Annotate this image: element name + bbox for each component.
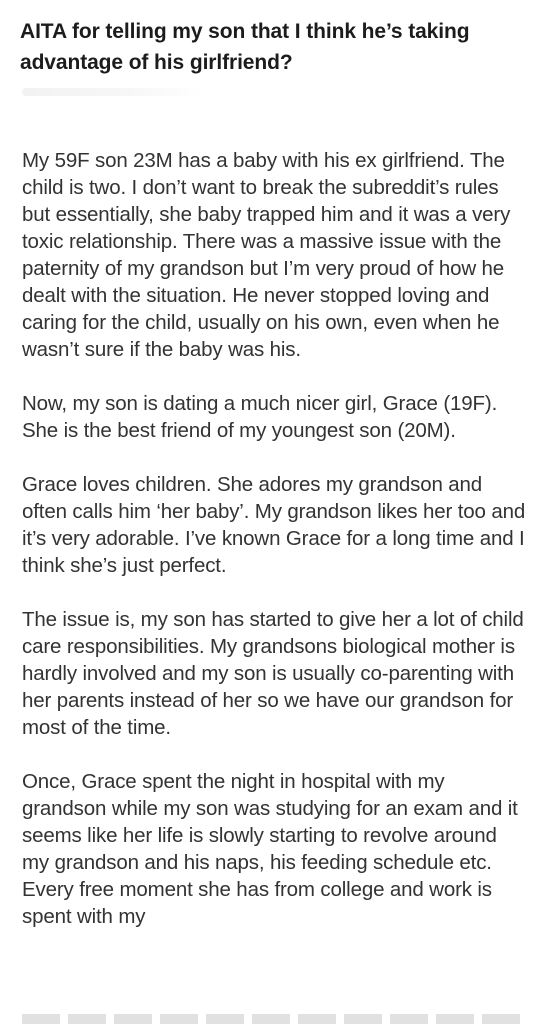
post-body	[22, 147, 526, 957]
post-paragraph-3: Grace loves children. She adores my grandson and often calls him ‘her baby’. My grandson likes her too and it’s very adorable. I’ve known Grace for a long time and I think she’s just perfect.	[22, 473, 526, 577]
blurred-post-metadata	[22, 88, 202, 96]
post-title: AITA for telling my son that I think he’s taking advantage of his girlfriend?	[20, 20, 470, 74]
post-paragraph-4: The issue is, my son has started to give her a lot of child care responsibilities. My grandsons biological mother is hardly involved and my son is usually co-parenting with her parents instead of her so we have our grandson for most of the time.	[22, 608, 524, 739]
post-paragraph-1: My 59F son 23M has a baby with his ex girlfriend. The child is two. I don’t want to break the subreddit’s rules but essentially, she baby trapped him and it was a very toxic relationship. There was a massive issue with the paternity of my grandson but I’m very proud of how he dealt with the situation. He never stopped loving and caring for the child, usually on his own, even when he wasn’t sure if the baby was his.	[22, 149, 511, 361]
post-paragraph-5: Once, Grace spent the night in hospital with my grandson while my son was studying for an exam and it seems like her life is slowly starting to revolve around my grandson and his naps, his feeding schedule etc. Every free moment she has from college and work is spent with my	[22, 770, 518, 928]
cut-off-text-line	[22, 1014, 522, 1024]
post-paragraph-2: Now, my son is dating a much nicer girl, Grace (19F). She is the best friend of my youngest son (20M).	[22, 392, 498, 442]
